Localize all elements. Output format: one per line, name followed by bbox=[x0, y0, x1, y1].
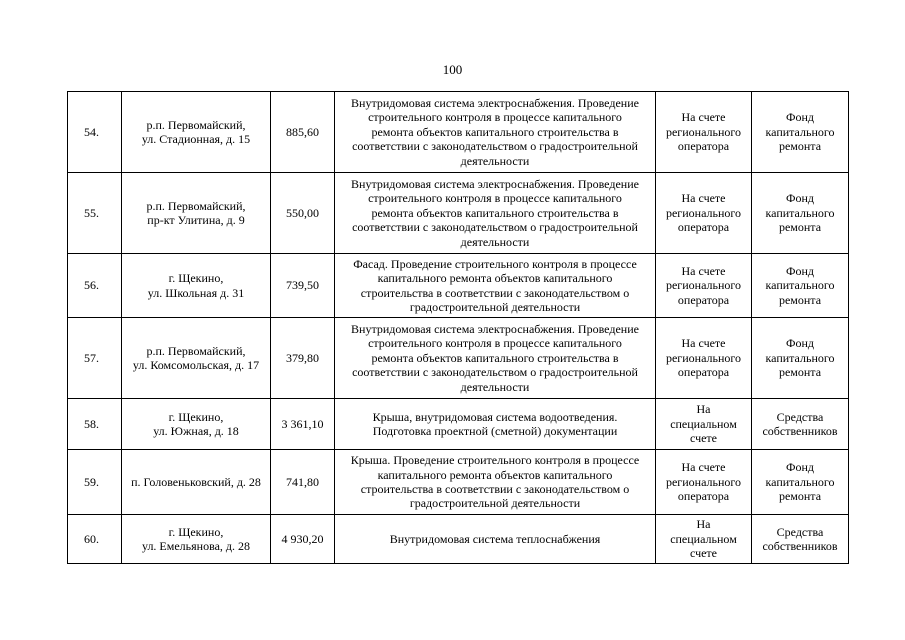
address-cell: р.п. Первомайский, ул. Комсомольская, д. 17 bbox=[122, 318, 271, 399]
funding-source-cell: Фонд капитального ремонта bbox=[752, 254, 849, 318]
cost-cell: 885,60 bbox=[271, 92, 335, 173]
work-description-cell: Внутридомовая система электроснабжения. Проведение строительного контроля в процессе капитального ремонта объектов капитального строительства в соответствии с законодательством о градостроительной деятельности bbox=[335, 173, 656, 254]
address-cell: п. Головеньковский, д. 28 bbox=[122, 450, 271, 515]
row-number: 56. bbox=[68, 254, 122, 318]
account-cell: На специальном счете bbox=[656, 515, 752, 564]
table-row bbox=[68, 92, 849, 173]
work-description-cell: Крыша. Проведение строительного контроля в процессе капитального ремонта объектов капитального строительства в соответствии с законодательством о градостроительной деятельности bbox=[335, 450, 656, 515]
address-cell: р.п. Первомайский, ул. Стадионная, д. 15 bbox=[122, 92, 271, 173]
address-cell: р.п. Первомайский, пр-кт Улитина, д. 9 bbox=[122, 173, 271, 254]
cost-cell: 741,80 bbox=[271, 450, 335, 515]
cost-cell: 4 930,20 bbox=[271, 515, 335, 564]
address-cell: г. Щекино, ул. Емельянова, д. 28 bbox=[122, 515, 271, 564]
table-body bbox=[68, 92, 849, 564]
table-row bbox=[68, 515, 849, 564]
cost-cell: 379,80 bbox=[271, 318, 335, 399]
table-row bbox=[68, 173, 849, 254]
page-number: 100 bbox=[442, 62, 463, 77]
row-number: 60. bbox=[68, 515, 122, 564]
cost-cell: 3 361,10 bbox=[271, 399, 335, 450]
work-description-cell: Крыша, внутридомовая система водоотведения. Подготовка проектной (сметной) документации bbox=[335, 399, 656, 450]
row-number: 57. bbox=[68, 318, 122, 399]
account-cell: На специальном счете bbox=[656, 399, 752, 450]
row-number: 58. bbox=[68, 399, 122, 450]
account-cell: На счете регионального оператора bbox=[656, 173, 752, 254]
funding-source-cell: Средства собственников bbox=[752, 515, 849, 564]
row-number: 55. bbox=[68, 173, 122, 254]
table-row bbox=[68, 318, 849, 399]
repair-plan-table bbox=[67, 91, 849, 564]
funding-source-cell: Фонд капитального ремонта bbox=[752, 318, 849, 399]
funding-source-cell: Средства собственников bbox=[752, 399, 849, 450]
work-description-cell: Внутридомовая система электроснабжения. Проведение строительного контроля в процессе капитального ремонта объектов капитального строительства в соответствии с законодательством о градостроительной деятельности bbox=[335, 92, 656, 173]
row-number: 54. bbox=[68, 92, 122, 173]
address-cell: г. Щекино, ул. Школьная д. 31 bbox=[122, 254, 271, 318]
account-cell: На счете регионального оператора bbox=[656, 318, 752, 399]
table-row bbox=[68, 450, 849, 515]
row-number: 59. bbox=[68, 450, 122, 515]
work-description-cell: Внутридомовая система электроснабжения. Проведение строительного контроля в процессе капитального ремонта объектов капитального строительства в соответствии с законодательством о градостроительной деятельности bbox=[335, 318, 656, 399]
table-row bbox=[68, 254, 849, 318]
cost-cell: 550,00 bbox=[271, 173, 335, 254]
address-cell: г. Щекино, ул. Южная, д. 18 bbox=[122, 399, 271, 450]
funding-source-cell: Фонд капитального ремонта bbox=[752, 173, 849, 254]
account-cell: На счете регионального оператора bbox=[656, 254, 752, 318]
cost-cell: 739,50 bbox=[271, 254, 335, 318]
work-description-cell: Фасад. Проведение строительного контроля в процессе капитального ремонта объектов капитального строительства в соответствии с законодательством о градостроительной деятельности bbox=[335, 254, 656, 318]
funding-source-cell: Фонд капитального ремонта bbox=[752, 450, 849, 515]
account-cell: На счете регионального оператора bbox=[656, 450, 752, 515]
account-cell: На счете регионального оператора bbox=[656, 92, 752, 173]
funding-source-cell: Фонд капитального ремонта bbox=[752, 92, 849, 173]
work-description-cell: Внутридомовая система теплоснабжения bbox=[335, 515, 656, 564]
table-row bbox=[68, 399, 849, 450]
